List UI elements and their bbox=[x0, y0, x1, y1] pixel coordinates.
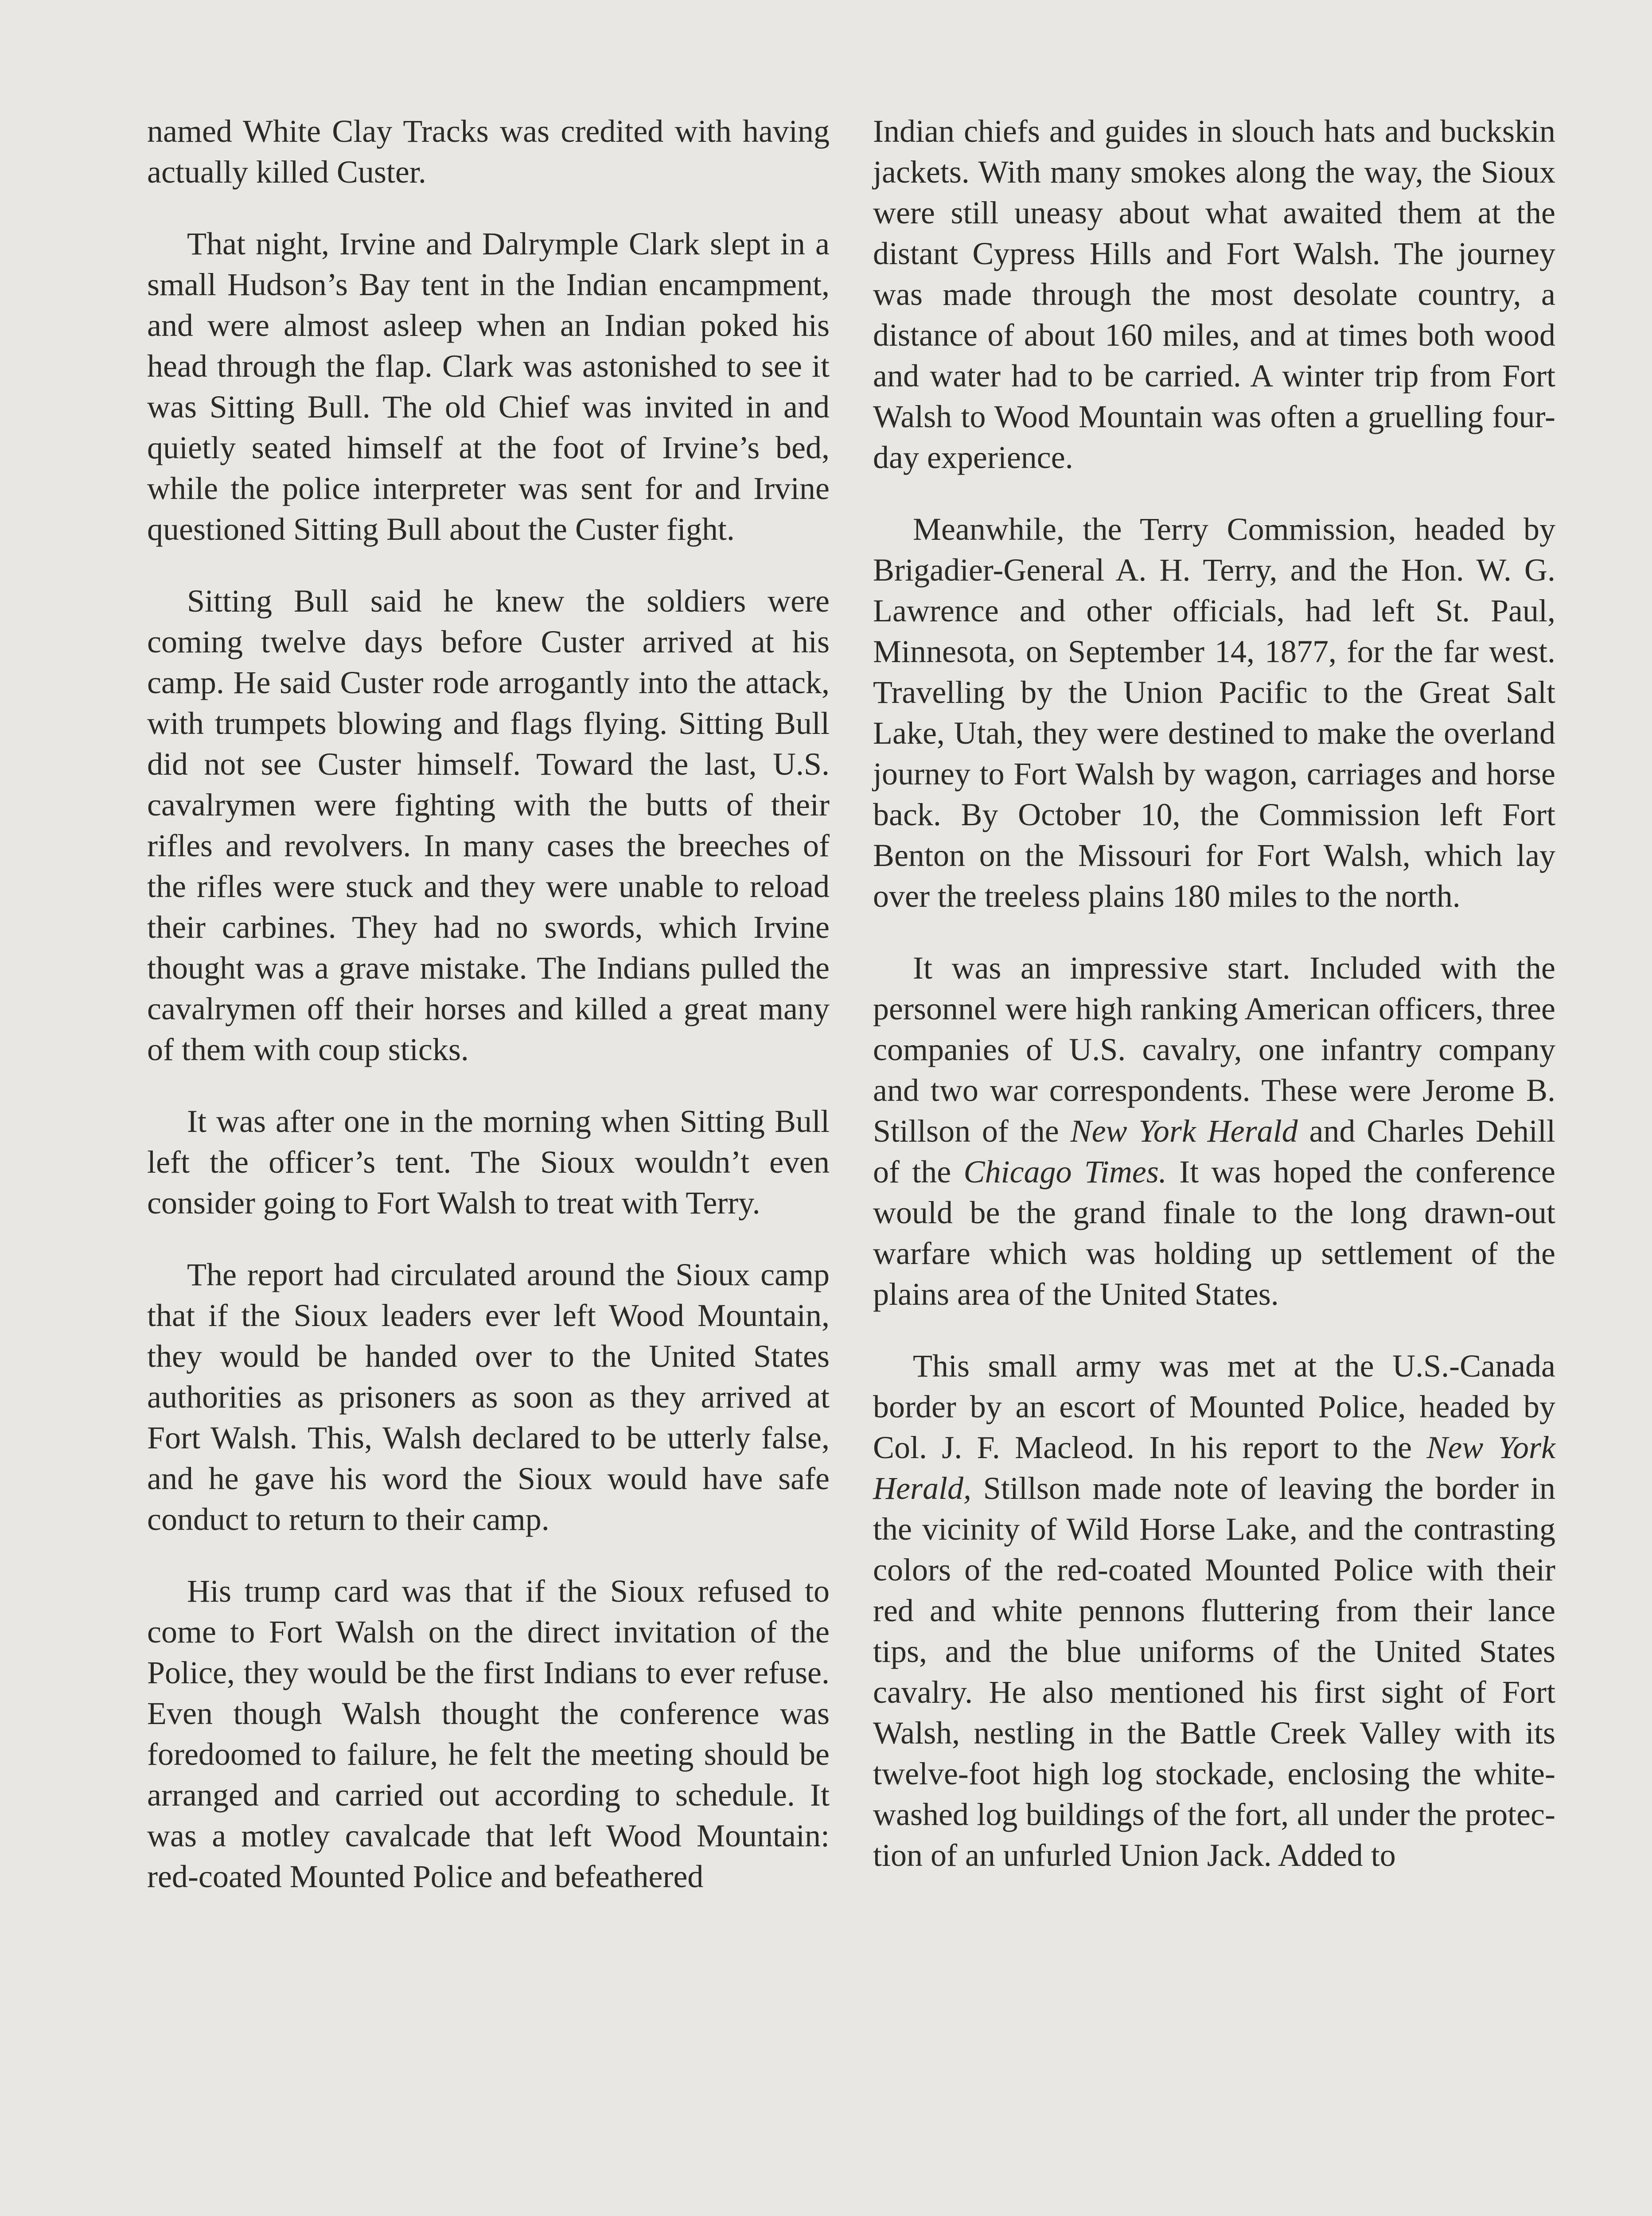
paragraph-text: It was after one in the morning when Sitting Bull left the officer’s tent. The Sioux wouldn’t even consider going to Fort Walsh to treat with Terry. bbox=[147, 1104, 830, 1221]
paragraph-text: It was hoped the conference would be the grand finale to the long drawn-out warfare which was holding up settlement of the plains area of the United States. bbox=[873, 1154, 1556, 1312]
left-column bbox=[147, 111, 830, 1897]
paragraph bbox=[873, 948, 1555, 1315]
paragraph bbox=[147, 581, 830, 1070]
publication-title: Chicago Times. bbox=[963, 1154, 1167, 1190]
paragraph-text: That night, Irvine and Dalrymple Clark slept in a small Hudson’s Bay tent in the Indian encampment, and were almost asleep when an Indian poked his head through the flap. Clark was astonished to see it was Sitting Bull. The old Chief was invited in and quietly seated himself at the foot of Irvine’s bed, while the police interpreter was sent for and Irvine questioned Sitting Bull about the Custer fight. bbox=[147, 226, 830, 547]
publication-title: New York Herald, bbox=[873, 1430, 1555, 1506]
paragraph-text: named White Clay Tracks was credited with having actually killed Custer. bbox=[147, 113, 830, 190]
paragraph-text: Stillson made note of leaving the border in the vicinity of Wild Horse Lake, and the contrasting colors of the red-coated Mounted Police with their red and white pennons fluttering from their lance tips, and the blue uniforms of the United States cavalry. He also mentioned his first sight of Fort Walsh, nestling in the Battle Creek Valley with its twelve-foot high log stockade, enclosing the white-washed log buildings of the fort, all under the protection of an unfurled Union Jack. Added to bbox=[873, 1471, 1555, 1873]
paragraph-text: and Charles Dehill of the bbox=[873, 1113, 1556, 1190]
paragraph bbox=[147, 1571, 830, 1897]
paragraph bbox=[873, 111, 1555, 478]
paragraph-text: This small army was met at the U.S.-Canada border by an escort of Mounted Police, headed by Col. J. F. Macleod. In his report to the bbox=[873, 1348, 1555, 1465]
paragraph bbox=[147, 111, 830, 192]
publication-title: New York Herald bbox=[1070, 1113, 1298, 1149]
paragraph-text: It was an impressive start. Included with the personnel were high ranking American officers, three companies of U.S. cavalry, one infantry company and two war correspondents. These were Jerome B. Stillson of the bbox=[873, 950, 1555, 1149]
paragraph-text: His trump card was that if the Sioux refused to come to Fort Walsh on the direct invitation of the Police, they would be the first Indians to ever refuse. Even though Walsh thought the conference was foredoomed to failure, he felt the meeting should be arranged and carried out according to schedule. It was a motley cavalcade that left Wood Mountain: red-coated Mounted Police and befeathered bbox=[147, 1573, 830, 1894]
paragraph bbox=[147, 1254, 830, 1540]
paragraph-text: Indian chiefs and guides in slouch hats and buckskin jackets. With many smokes along the way, the Sioux were still uneasy about what awaited them at the distant Cypress Hills and Fort Walsh. The journey was made through the most desolate country, a distance of about 160 miles, and at times both wood and water had to be carried. A winter trip from Fort Walsh to Wood Mountain was often a gruelling four-day experience. bbox=[873, 113, 1555, 475]
paragraph bbox=[147, 1101, 830, 1223]
paragraph-text: Meanwhile, the Terry Commission, headed by Brigadier-General A. H. Terry, and the Hon. W. G. Lawrence and other officials, had left St. Paul, Minnesota, on September 14, 1877, for the far west. Travelling by the Union Pacific to the Great Salt Lake, Utah, they were destined to make the overland journey to Fort Walsh by wagon, carriages and horse back. By October 10, the Commission left Fort Benton on the Missouri for Fort Walsh, which lay over the treeless plains 180 miles to the north. bbox=[873, 511, 1555, 914]
paragraph-text: Sitting Bull said he knew the soldiers were coming twelve days before Custer arrived at his camp. He said Custer rode arrogantly into the attack, with trumpets blowing and flags flying. Sitting Bull did not see Custer himself. Toward the last, U.S. cavalrymen were fighting with the butts of their rifles and revolvers. In many cases the breeches of the rifles were stuck and they were unable to reload their carbines. They had no swords, which Irvine thought was a grave mistake. The Indians pulled the cavalrymen off their horses and killed a great many of them with coup sticks. bbox=[147, 583, 830, 1067]
right-column bbox=[873, 111, 1555, 1876]
paragraph bbox=[873, 509, 1555, 917]
paragraph bbox=[873, 1346, 1555, 1876]
paragraph-text: The report had circulated around the Sioux camp that if the Sioux leaders ever left Wood Mountain, they would be handed over to the United States authorities as prisoners as soon as they arrived at Fort Walsh. This, Walsh declared to be utterly false, and he gave his word the Sioux would have safe conduct to return to their camp. bbox=[147, 1257, 830, 1537]
paragraph bbox=[147, 223, 830, 550]
